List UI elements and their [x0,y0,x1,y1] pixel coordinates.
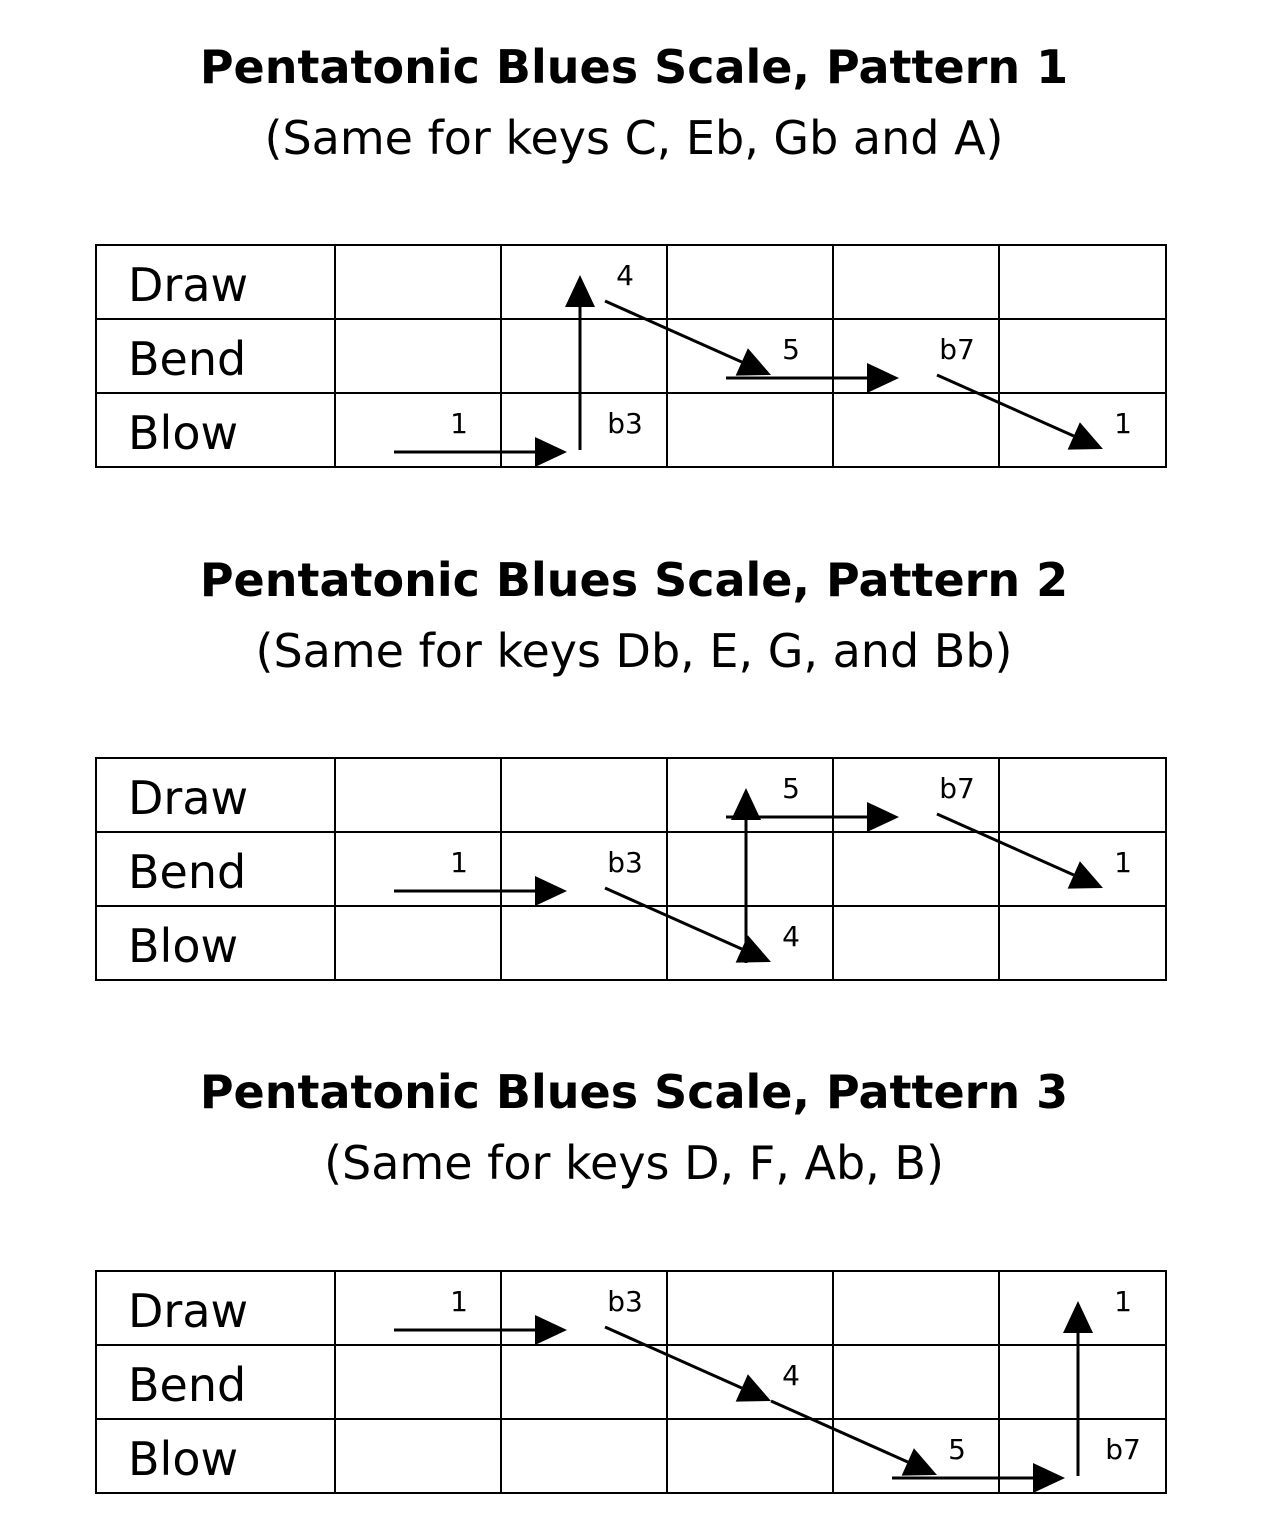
pattern-1-subtitle: (Same for keys C, Eb, Gb and A) [264,111,1004,165]
note-label-b3: b3 [607,407,643,440]
step-arrow-shaft [937,375,1074,436]
step-arrow-head [731,788,761,820]
step-arrow-head [565,275,595,307]
step-arrow [394,876,567,906]
step-arrow [1063,1301,1093,1476]
row-label-draw: Draw [128,1284,249,1338]
note-label-1: 1 [1114,407,1132,440]
row-label-bend: Bend [128,1358,247,1412]
row-label-blow: Blow [128,919,239,973]
step-arrow [394,1315,567,1345]
note-label-5: 5 [948,1433,966,1466]
pattern-2-title: Pentatonic Blues Scale, Pattern 2 [199,553,1069,607]
note-label-1: 1 [1114,846,1132,879]
step-arrow [937,814,1103,889]
note-label-b7: b7 [1105,1433,1141,1466]
step-arrow-shaft [605,888,742,949]
pattern-3-subtitle: (Same for keys D, F, Ab, B) [324,1136,944,1190]
note-label-1: 1 [450,846,468,879]
step-arrow-head [867,802,899,832]
step-arrow [937,375,1103,450]
grid-border [96,758,1166,980]
step-arrow-head [902,1448,937,1475]
step-arrow-head [736,1374,771,1401]
row-label-draw: Draw [128,258,249,312]
pattern-1-title: Pentatonic Blues Scale, Pattern 1 [199,40,1069,94]
note-label-1: 1 [1114,1285,1132,1318]
step-arrow [892,1463,1065,1493]
note-label-b7: b7 [939,333,975,366]
step-arrow [726,802,899,832]
note-label-4: 4 [616,259,634,292]
step-arrow [731,788,761,963]
step-arrow-shaft [771,1401,908,1462]
step-arrow-head [1033,1463,1065,1493]
step-arrow [565,275,595,450]
row-label-draw: Draw [128,771,249,825]
step-arrow-head [535,876,567,906]
note-label-b3: b3 [607,1285,643,1318]
step-arrow-head [535,1315,567,1345]
pattern-2-subtitle: (Same for keys Db, E, G, and Bb) [255,624,1013,678]
step-arrow-shaft [605,301,742,362]
step-arrow [726,363,899,393]
step-arrow-head [736,935,771,962]
step-arrow-head [1063,1301,1093,1333]
row-label-blow: Blow [128,406,239,460]
note-label-b3: b3 [607,846,643,879]
grid-border [96,1271,1166,1493]
step-arrow-head [867,363,899,393]
step-arrow [605,1327,771,1402]
row-label-bend: Bend [128,845,247,899]
row-label-blow: Blow [128,1432,239,1486]
step-arrow [394,437,567,467]
note-label-5: 5 [782,772,800,805]
step-arrow-shaft [937,814,1074,875]
note-label-5: 5 [782,333,800,366]
step-arrow-head [1068,422,1103,449]
grid-border [96,245,1166,467]
step-arrow-head [1068,861,1103,888]
pattern-3-title: Pentatonic Blues Scale, Pattern 3 [199,1065,1069,1119]
step-arrow-head [535,437,567,467]
row-label-bend: Bend [128,332,247,386]
step-arrow [605,301,771,376]
step-arrow-head [736,348,771,375]
note-label-4: 4 [782,1359,800,1392]
step-arrow [771,1401,937,1476]
note-label-b7: b7 [939,772,975,805]
step-arrow-shaft [605,1327,742,1388]
note-label-4: 4 [782,920,800,953]
note-label-1: 1 [450,1285,468,1318]
step-arrow [605,888,771,963]
note-label-1: 1 [450,407,468,440]
